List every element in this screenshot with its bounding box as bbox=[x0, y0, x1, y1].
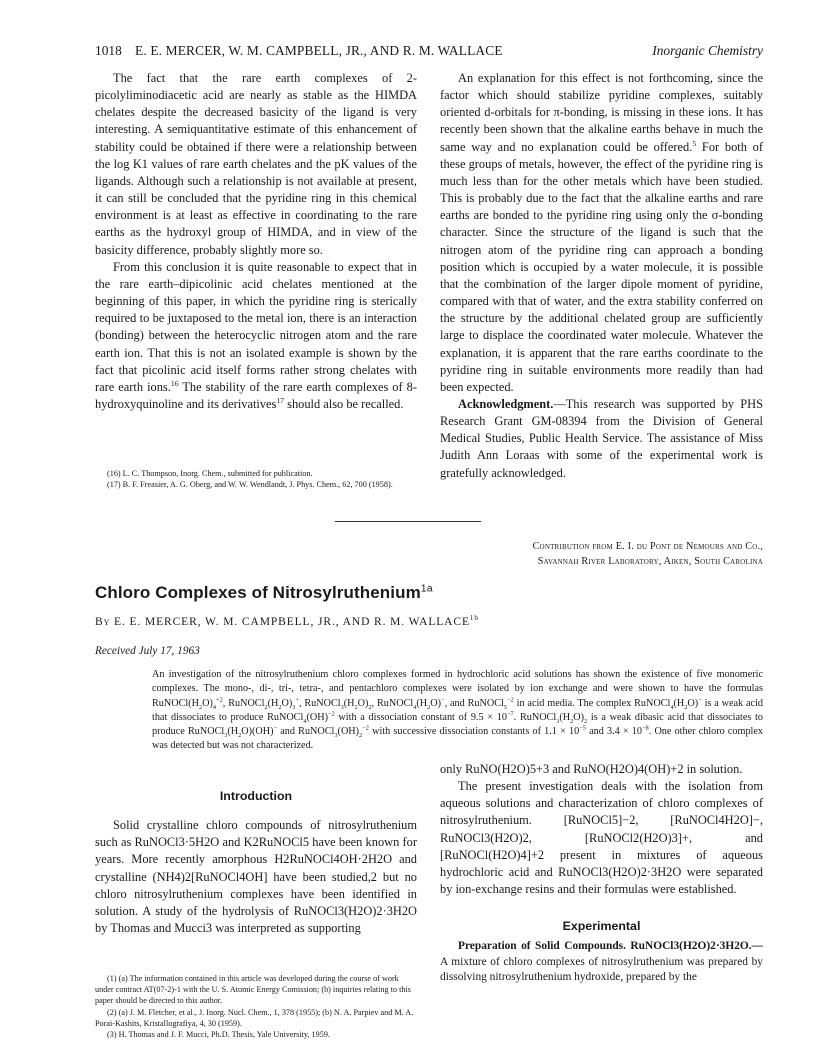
bottom-right-column bbox=[440, 761, 763, 986]
running-head bbox=[95, 41, 763, 61]
section-heading-introduction: Introduction bbox=[219, 789, 293, 803]
byline: By E. E. MERCER, W. M. CAMPBELL, JR., AND R. M. $WALLACE^{1b}$ bbox=[95, 614, 479, 628]
bottom-left-column bbox=[95, 788, 417, 937]
paragraph: The fact that the rare earth complexes of 2-picolyliminodiacetic acid are nearly as stable as the HIMDA chelates despite the decreased basicity of the ligand is very interesting. A semiquantitative estimate of this enhancement of stability could be obtained if there were a relationship between the log K1 values of rare earth chelates and the pK values of the ligands. Although such a relationship is not available at present, it can still be concluded that the pyridine ring in this chemical environment is at least as effective in coordinating to the rare earths as the hydroxyl group of HIMDA, and in view of the basicity difference, probably slightly more so. bbox=[95, 71, 417, 257]
footnote-1: (1) (a) The information contained in this article was developed during the course of work under contract AT(07-2)-1 with the U. S. Atomic Energy Comission; (b) inquiries relating to this paper should be directed to this author. bbox=[95, 974, 411, 1006]
paragraph: The present investigation deals with the isolation from aqueous solutions and characterization of chloro complexes of nitrosylruthenium. [RuNOCl5]−2, [RuNOCl4H2O]−, RuNOCl3(H2O)2, [RuNOCl2(H2O)3]+, and [RuNOCl(H2O)4]+2 present in mixtures of aqueous hydrochloric acid and RuNOCl3(H2O)2·3H2O were separated by ion-exchange resins and their formulas were established. bbox=[440, 779, 763, 897]
footnotes-top bbox=[95, 468, 417, 490]
article-title: Chloro Complexes of Nitrosylruthenium$^{1a}$ bbox=[95, 582, 433, 602]
received-date: Received July 17, 1963 bbox=[95, 645, 200, 657]
paragraph: Solid crystalline chloro compounds of nitrosylruthenium such as RuNOCl3·5H2O and K2RuNOCl5 have been known for years. More recently amorphous H2RuNOCl4OH·2H2O and crystalline (NH4)2[RuNOCl4OH] have been studied,2 but no chloro nitrosylruthenium complexes have been identified in solution. A study of the hydrolysis of RuNOCl3(H2O)2·3H2O by Thomas and Mucci3 was interpreted as supporting bbox=[95, 818, 417, 936]
paragraph: From this conclusion it is quite reasonable to expect that in the rare earth–dipicolinic acid chelates mentioned at the beginning of this paper, in which the pyridine ring is sterically required to be juxtaposed to the metal ion, there is an interaction (bonding) between the heterocyclic nitrogen atom and the rare earth ion. That this is not an isolated example is shown by the fact that picolinic acid itself forms rather strong chelates with rare earth ions.$^{16}$ The stability of the rare earth complexes of 8-hydroxyquinoline and its derivatives$^{17}$ should also be recalled. bbox=[95, 259, 417, 411]
top-right-column bbox=[440, 70, 763, 482]
abstract: An investigation of the nitrosylruthenium chloro complexes formed in hydrochloric acid solutions has shown the existence of five monomeric complexes. The mono-, di-, tri-, tetra-, and pentachloro complexes were isolated by ion exchange and were shown to have the formulas $RuNOCl(H_2O)_4^{+2}$, $RuNOCl_2(H_2O)_3^+$, $RuNOCl_3(H_2O)_2$, $RuNOCl_4(H_2O)^-$, and RuNOCl$_5^{-2}$ in acid media. The complex $RuNOCl_4(H_2O)^-$ is a weak acid that dissociates to produce RuNOCl$_4$(OH)$^{-2}$ with a dissociation constant of $9.5 \times 10^{-7}$. $RuNOCl_3(H_2O)_2$ is a weak dibasic acid that dissociates to produce $RuNOCl_3(H_2O)(OH)^-$ and $RuNOCl_3(OH)_2^{-2}$ with successive dissociation constants of $1.1 \times 10^{-5}$ and $3.4 \times 10^{-8}$. One other chloro complex was detected but was not characterized. bbox=[152, 669, 763, 752]
footnotes-bottom bbox=[95, 973, 417, 1040]
running-head-authors: E. E. MERCER, W. M. CAMPBELL, JR., AND R. M. WALLACE bbox=[135, 43, 503, 58]
divider bbox=[335, 521, 481, 522]
footnote-16: (16) L. C. Thompson, Inorg. Chem., submitted for publication. bbox=[107, 469, 313, 478]
section-heading-experimental: Experimental bbox=[562, 919, 641, 934]
paragraph: Preparation of Solid Compounds. RuNOCl3(H2O)2·3H2O.— A mixture of chloro complexes of nitrosylruthenium was prepared by dissolving nitrosylruthenium hydroxide, prepared by the bbox=[440, 940, 763, 984]
acknowledgment: Acknowledgment.—This research was supported by PHS Research Grant GM-08394 from the Division of General Medical Studies, Public Health Service. The assistance of Miss Judith Ann Loraas with some of the experimental work is gratefully acknowledged. bbox=[440, 396, 763, 480]
top-left-column bbox=[95, 70, 417, 413]
footnote-3: (3) H. Thomas and J. F. Mucci, Ph.D. Thesis, Yale University, 1959. bbox=[107, 1030, 330, 1040]
paragraph: only RuNO(H2O)5+3 and RuNO(H2O)4(OH)+2 in solution. bbox=[440, 762, 743, 776]
page-number: 1018 bbox=[95, 43, 122, 58]
footnote-2: (2) (a) J. M. Fletcher, et al., J. Inorg. Nucl. Chem., 1, 378 (1955); (b) N. A. Parpiev and M. A. Porai-Kashits, Kristallografiya, 4, 30 (1959). bbox=[95, 1007, 414, 1028]
contribution-note: Contribution from E. I. du Pont de Nemours and Co., Savannah River Laboratory, Aiken, South Carolina bbox=[532, 541, 763, 567]
footnote-17: (17) B. F. Freasier, A. G. Oberg, and W. W. Wendlandt, J. Phys. Chem., 62, 700 (1958). bbox=[107, 480, 393, 490]
paragraph: An explanation for this effect is not forthcoming, since the factor which should stabilize pyridine complexes, suitably oriented d-orbitals for π-bonding, is missing in these ions. It has recently been shown that the alkaline earths behave in much the same way and no explanation could be offered.$^5$ For both of these groups of metals, however, the effect of the pyridine ring is much less than for the other metals which have been studied. This is probably due to the fact that the alkaline earths and rare earths are bonded to the pyridine ring using only the σ-bonding character. Since the structure of the ligand is such that the nitrogen atom of the pyridine ring can approach a bonding position which is occupied by a water molecule, it is possible that the combination of the larger dipole moment of pyridine, compared with that of water, and the extra stability conferred on the structure by the additional chelated group are sufficiently large to displace the coordinated water molecule. Whatever the explanation, it is apparent that the rare earths coordinate to the pyridine ring in suitable environments more readily than had been expected. bbox=[440, 71, 763, 394]
journal-name: Inorganic Chemistry bbox=[652, 43, 763, 58]
